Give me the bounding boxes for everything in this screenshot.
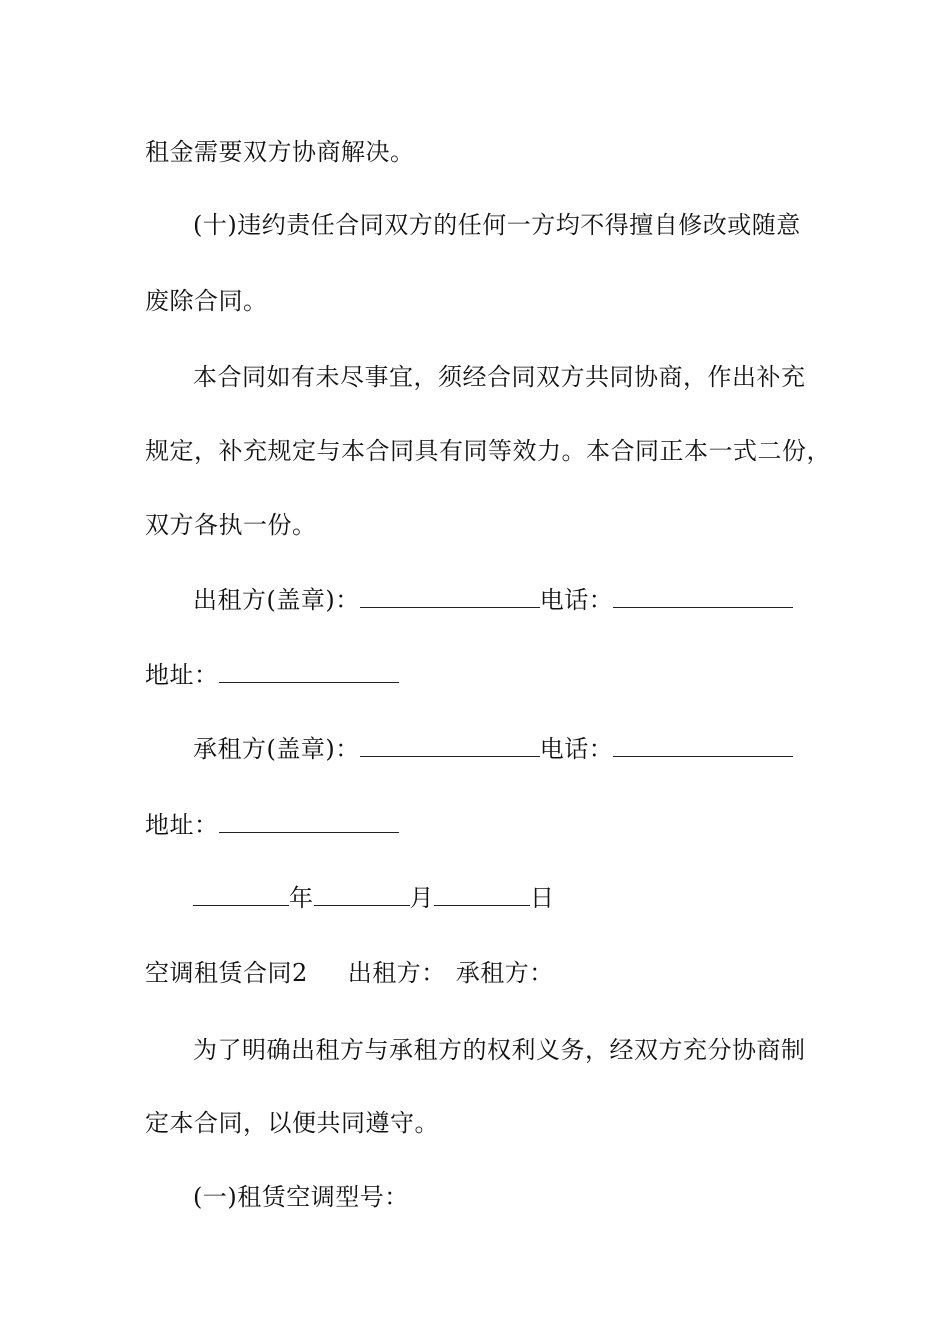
lessor-address-line: [145, 660, 399, 690]
text-line: 双方各执一份。: [145, 511, 317, 539]
month-label: 月: [409, 884, 434, 912]
day-blank: [434, 883, 530, 906]
address-blank: [219, 810, 399, 833]
supplement-para-line: 本合同如有未尽事宜，须经合同双方共同协商，作出补充: [193, 363, 806, 391]
address-label: 地址：: [145, 811, 219, 839]
month-blank: [314, 883, 410, 906]
phone-blank: [613, 734, 793, 757]
address-blank: [219, 660, 399, 683]
year-label: 年: [289, 884, 314, 912]
phone-blank: [613, 585, 793, 608]
year-blank: [193, 883, 289, 906]
date-line: [193, 883, 555, 913]
clause-one-line: (一)租赁空调型号：: [193, 1183, 409, 1211]
phone-label: 电话：: [539, 586, 614, 614]
purpose-para-line: 为了明确出租方与承租方的权利义务，经双方充分协商制: [193, 1036, 806, 1064]
lessee-blank: [360, 734, 540, 757]
lessee-address-line: [145, 810, 399, 840]
contract2-lessee: 承租方：: [455, 959, 554, 987]
contract2-title: 空调租赁合同2: [145, 959, 308, 987]
text-line: 废除合同。: [145, 287, 268, 315]
day-label: 日: [530, 884, 555, 912]
text-line: 租金需要双方协商解决。: [145, 138, 415, 166]
phone-label: 电话：: [539, 735, 614, 763]
lessee-signature-line: [193, 734, 793, 764]
text-line: 规定，补充规定与本合同具有同等效力。本合同正本一式二份，: [145, 437, 831, 465]
lessee-label: 承租方(盖章)：: [193, 735, 360, 763]
lessor-signature-line: [193, 585, 793, 615]
contract2-lessor: 出租方：: [347, 959, 446, 987]
contract2-heading-line: [145, 958, 554, 988]
lessor-blank: [360, 585, 540, 608]
lessor-label: 出租方(盖章)：: [193, 586, 360, 614]
address-label: 地址：: [145, 661, 219, 689]
text-line: 定本合同，以便共同遵守。: [145, 1109, 439, 1137]
clause-ten-line: (十)违约责任合同双方的任何一方均不得擅自修改或随意: [193, 211, 801, 239]
